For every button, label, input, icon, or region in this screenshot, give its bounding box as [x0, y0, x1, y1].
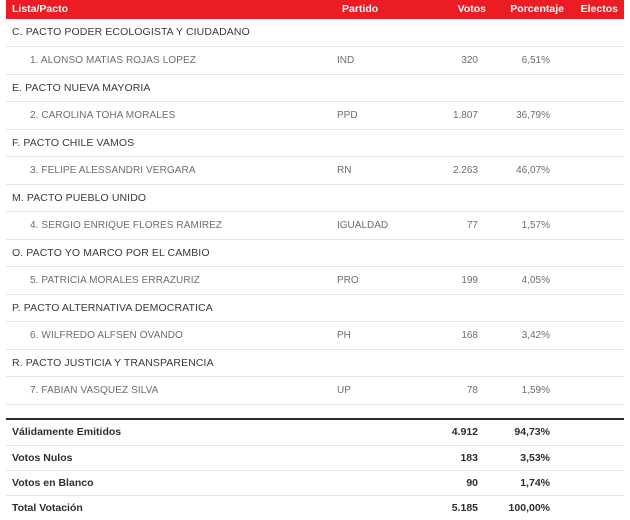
candidate-porcentaje: 1,57%	[492, 211, 570, 239]
candidate-name: 6. WILFREDO ALFSEN OVANDO	[6, 321, 336, 349]
table-row-pact	[6, 239, 624, 266]
total-label: Válidamente Emitidos	[6, 420, 422, 445]
spacer-row	[6, 404, 624, 418]
column-header-votos: Votos	[422, 0, 492, 19]
table-row-candidate	[6, 156, 624, 184]
table-row-candidate	[6, 266, 624, 294]
pact-label: R. PACTO JUSTICIA Y TRANSPARENCIA	[6, 349, 624, 376]
table-row-candidate	[6, 46, 624, 74]
table-row-pact	[6, 129, 624, 156]
candidate-votos: 78	[422, 376, 492, 404]
total-porcentaje: 1,74%	[492, 470, 570, 495]
total-label: Votos en Blanco	[6, 470, 422, 495]
candidate-partido: RN	[336, 156, 422, 184]
table-row-pact	[6, 184, 624, 211]
candidate-partido: PRO	[336, 266, 422, 294]
pact-label: F. PACTO CHILE VAMOS	[6, 129, 624, 156]
pact-label: P. PACTO ALTERNATIVA DEMOCRATICA	[6, 294, 624, 321]
candidate-partido: PH	[336, 321, 422, 349]
candidate-electos	[570, 46, 624, 74]
table-row-total	[6, 420, 624, 445]
candidate-electos	[570, 101, 624, 129]
total-electos	[570, 445, 624, 470]
pact-label: E. PACTO NUEVA MAYORIA	[6, 74, 624, 101]
candidate-electos	[570, 266, 624, 294]
pact-label: C. PACTO PODER ECOLOGISTA Y CIUDADANO	[6, 19, 624, 46]
total-votos: 90	[422, 470, 492, 495]
candidate-partido: PPD	[336, 101, 422, 129]
candidate-porcentaje: 36,79%	[492, 101, 570, 129]
candidate-porcentaje: 1,59%	[492, 376, 570, 404]
total-electos	[570, 495, 624, 520]
table-row-candidate	[6, 321, 624, 349]
results-table	[6, 0, 624, 418]
table-row-candidate	[6, 376, 624, 404]
table-row-total	[6, 495, 624, 520]
candidate-votos: 2.263	[422, 156, 492, 184]
table-row-total	[6, 445, 624, 470]
results-table-header	[6, 0, 624, 19]
candidate-name: 4. SERGIO ENRIQUE FLORES RAMIREZ	[6, 211, 336, 239]
candidate-name: 2. CAROLINA TOHA MORALES	[6, 101, 336, 129]
candidate-votos: 77	[422, 211, 492, 239]
candidate-electos	[570, 376, 624, 404]
total-label: Total Votación	[12, 501, 83, 514]
candidate-electos	[570, 156, 624, 184]
total-electos	[570, 420, 624, 445]
total-porcentaje: 3,53%	[492, 445, 570, 470]
candidate-votos: 320	[422, 46, 492, 74]
candidate-partido: IGUALDAD	[336, 211, 422, 239]
candidate-name: 7. FABIAN VASQUEZ SILVA	[6, 376, 336, 404]
table-row-pact	[6, 19, 624, 46]
column-header-partido: Partido	[336, 0, 422, 19]
table-row-candidate	[6, 101, 624, 129]
table-row-pact	[6, 74, 624, 101]
total-electos	[570, 470, 624, 495]
totals-table-body	[6, 420, 624, 520]
column-header-electos: Electos	[570, 0, 624, 19]
candidate-votos: 199	[422, 266, 492, 294]
candidate-porcentaje: 4,05%	[492, 266, 570, 294]
candidate-porcentaje: 46,07%	[492, 156, 570, 184]
totals-table	[6, 420, 624, 520]
pact-label: M. PACTO PUEBLO UNIDO	[6, 184, 624, 211]
candidate-votos: 1.807	[422, 101, 492, 129]
table-row-total	[6, 470, 624, 495]
column-header-lista-pacto: Lista/Pacto	[6, 0, 336, 19]
total-label: Votos Nulos	[6, 445, 422, 470]
candidate-partido: UP	[336, 376, 422, 404]
candidate-electos	[570, 321, 624, 349]
column-header-porcentaje: Porcentaje	[492, 0, 570, 19]
candidate-name: 5. PATRICIA MORALES ERRAZURIZ	[6, 266, 336, 294]
spacer-cell	[6, 404, 624, 418]
header-row	[6, 0, 624, 19]
total-porcentaje: 94,73%	[492, 420, 570, 445]
candidate-name: 3. FELIPE ALESSANDRI VERGARA	[6, 156, 336, 184]
total-votos: 183	[422, 445, 492, 470]
table-row-pact	[6, 294, 624, 321]
total-votos: 5.185	[451, 501, 478, 514]
candidate-electos	[570, 211, 624, 239]
candidate-partido: IND	[336, 46, 422, 74]
results-table-body	[6, 19, 624, 418]
candidate-porcentaje: 3,42%	[492, 321, 570, 349]
total-votos: 4.912	[422, 420, 492, 445]
total-porcentaje: 100,00%	[508, 501, 550, 514]
pact-label: O. PACTO YO MARCO POR EL CAMBIO	[6, 239, 624, 266]
table-row-pact	[6, 349, 624, 376]
table-row-candidate	[6, 211, 624, 239]
candidate-porcentaje: 6,51%	[492, 46, 570, 74]
candidate-name: 1. ALONSO MATIAS ROJAS LOPEZ	[6, 46, 336, 74]
candidate-votos: 168	[422, 321, 492, 349]
